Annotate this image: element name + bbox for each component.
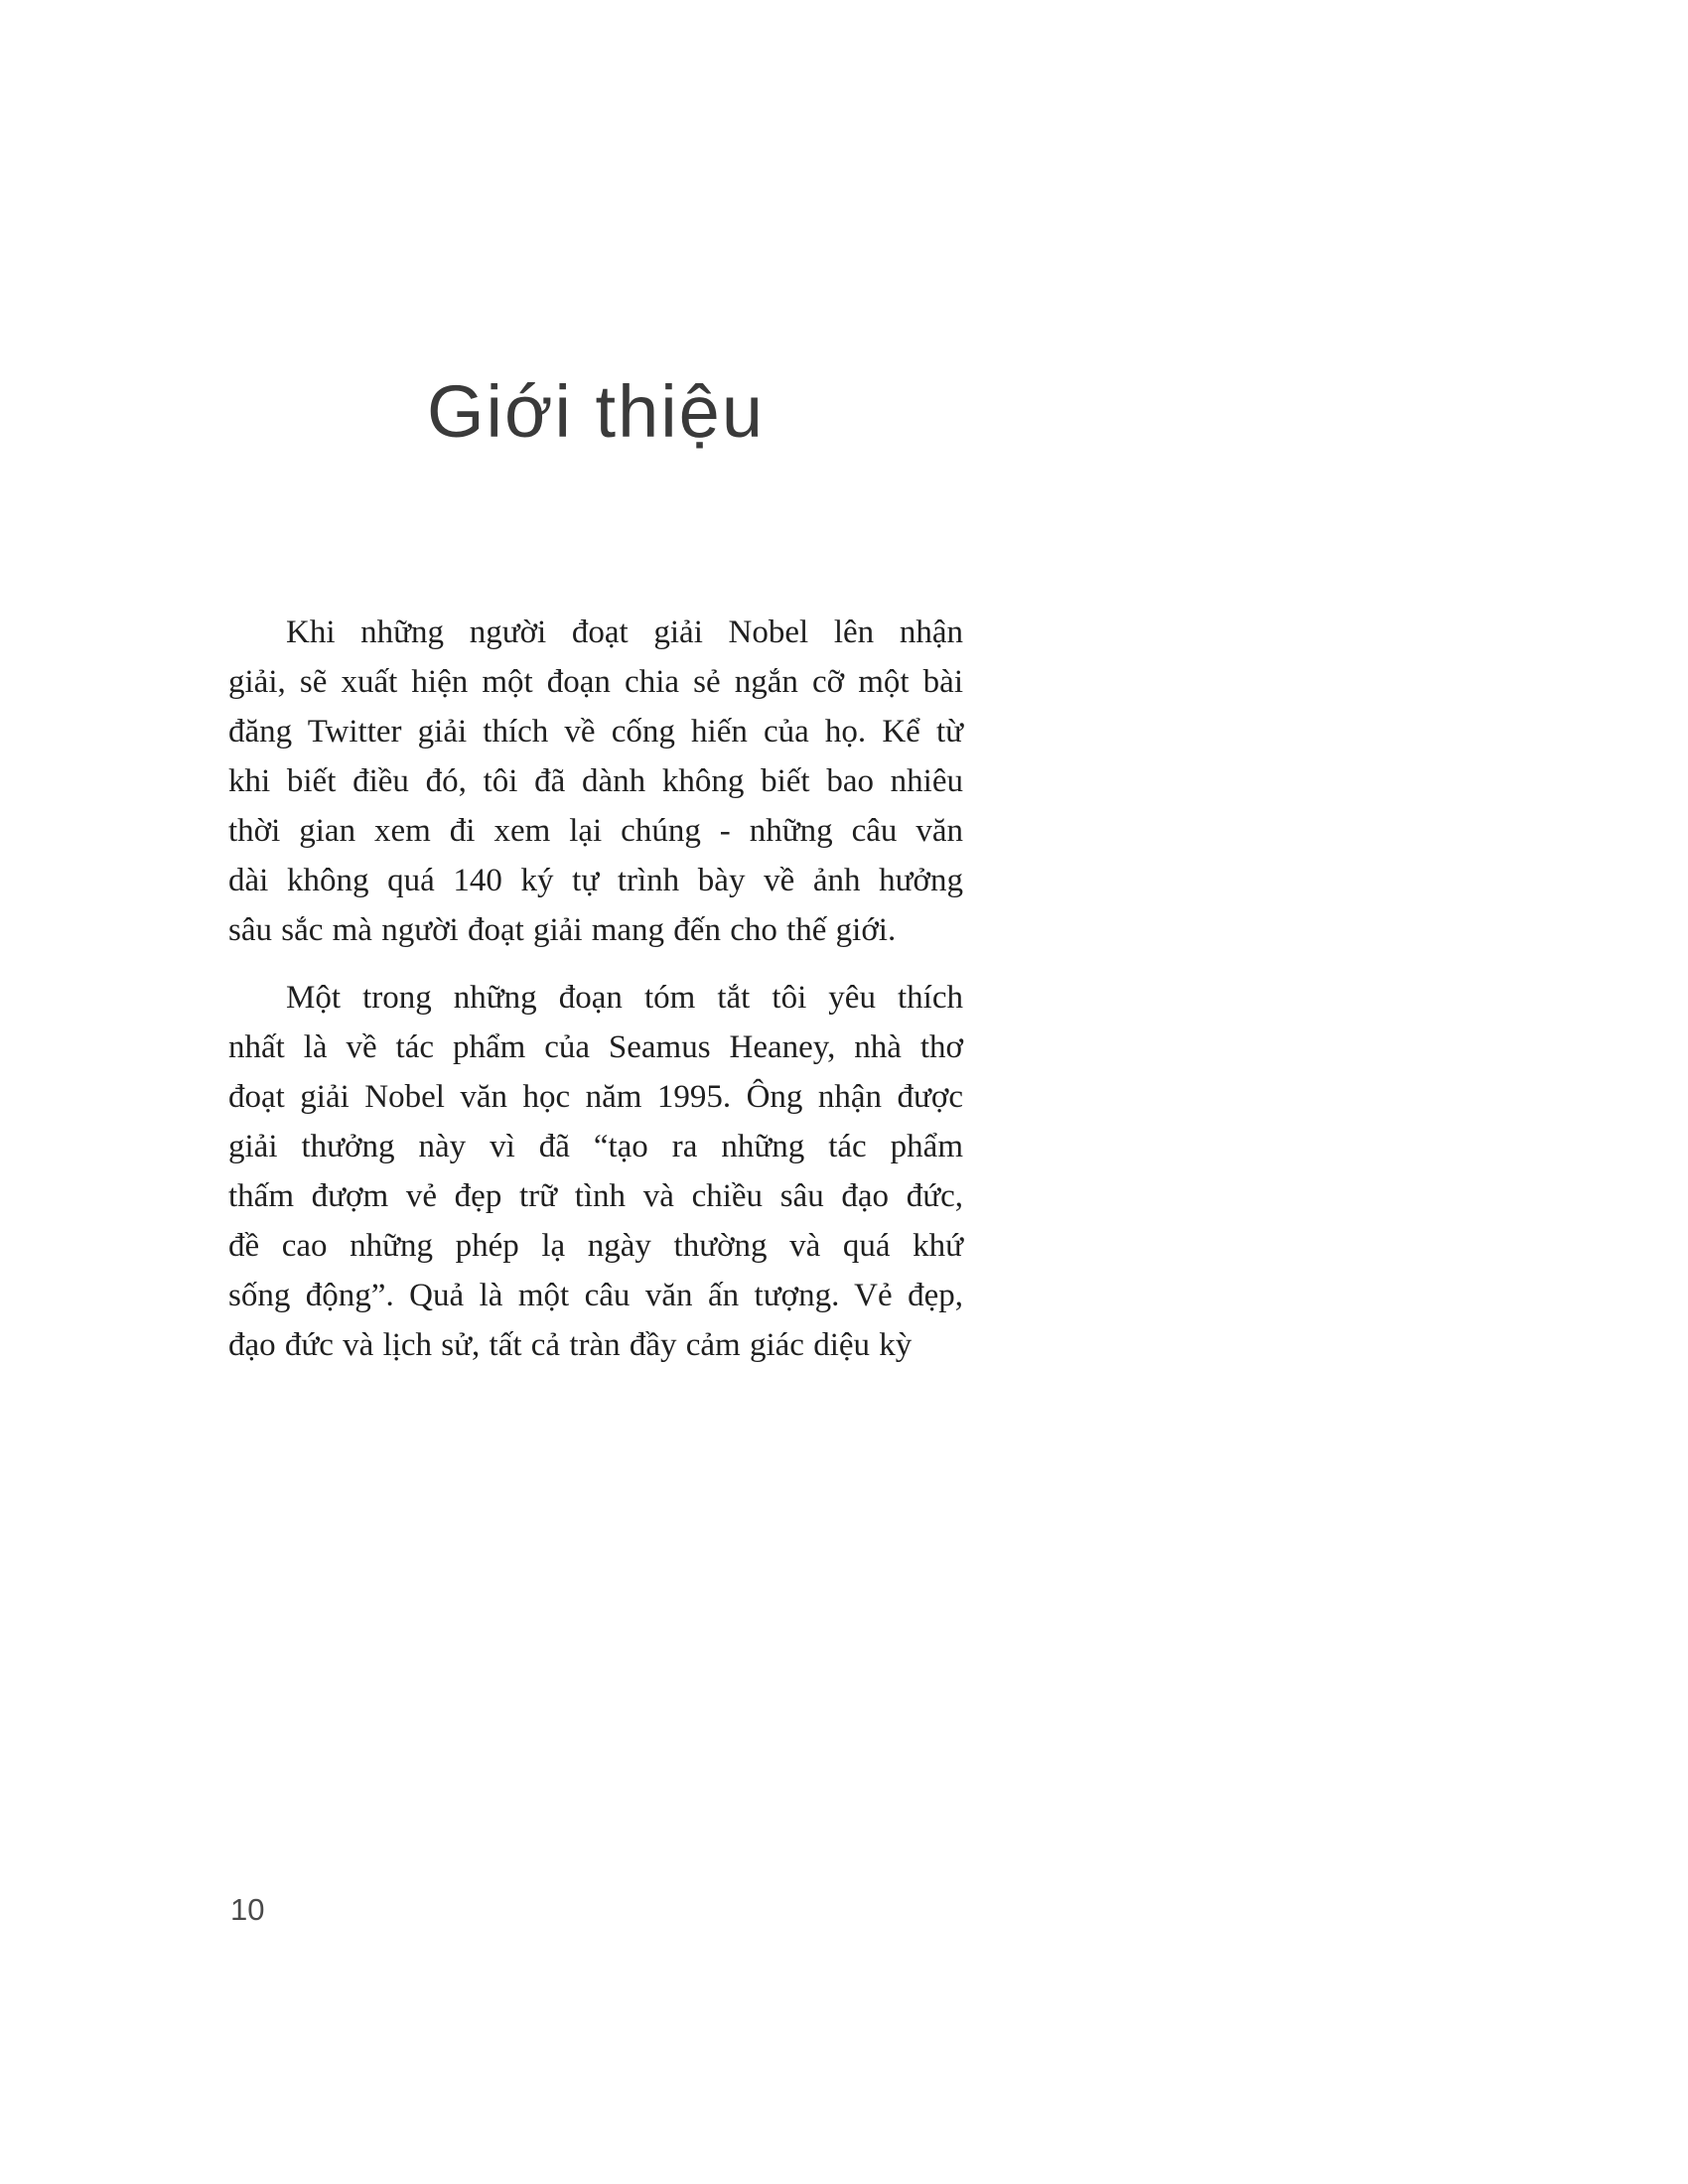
paragraph-1 [228,608,963,955]
paragraph-2 [228,973,963,1370]
text-line: đoạt giải Nobel văn học năm 1995. Ông nhận được [228,1079,963,1115]
text-line: Khi những người đoạt giải Nobel lên nhận [286,614,963,650]
text-line: giải thưởng này vì đã “tạo ra những tác phẩm [228,1129,963,1164]
text-line: thấm đượm vẻ đẹp trữ tình và chiều sâu đạo đức, [228,1178,963,1214]
text-line: sống động”. Quả là một câu văn ấn tượng. Vẻ đẹp, [228,1278,963,1313]
text-line: dài không quá 140 ký tự trình bày về ảnh hưởng [228,863,963,898]
text-line: giải, sẽ xuất hiện một đoạn chia sẻ ngắn cỡ một bài [228,664,963,700]
page-content [228,0,963,2184]
text-line: đề cao những phép lạ ngày thường và quá khứ [228,1228,963,1264]
text-line: Một trong những đoạn tóm tắt tôi yêu thích [286,980,963,1016]
text-line: nhất là về tác phẩm của Seamus Heaney, nhà thơ [228,1029,963,1065]
body-text [228,608,963,1370]
text-line: khi biết điều đó, tôi đã dành không biết bao nhiêu [228,763,963,799]
page-number: 10 [230,1892,265,1927]
chapter-title: Giới thiệu [427,370,765,453]
text-line: đạo đức và lịch sử, tất cả tràn đầy cảm giác diệu kỳ [228,1327,913,1363]
text-line: thời gian xem đi xem lại chúng - những câu văn [228,813,963,849]
text-line: đăng Twitter giải thích về cống hiến của họ. Kể từ [228,714,963,750]
text-line: sâu sắc mà người đoạt giải mang đến cho thế giới. [228,912,897,948]
